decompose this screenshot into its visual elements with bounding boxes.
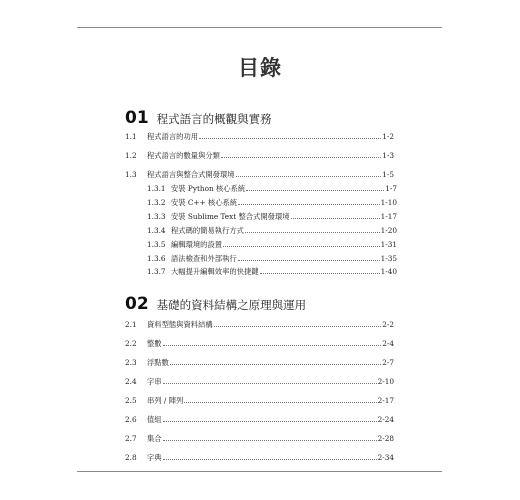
page-number: 2-17 [377,396,394,405]
leader-dots [245,231,380,233]
subsection-title: 編輯環境的設置 [171,240,223,249]
toc-subentry[interactable] [147,184,397,194]
page-number: 1-10 [380,198,397,207]
toc-entry[interactable] [125,339,394,349]
page-number: 1-40 [380,267,397,276]
section-number: 2.8 [125,453,137,462]
toc-entry[interactable] [125,151,394,161]
page-title: 目錄 [238,56,282,80]
leader-dots [238,203,379,205]
section-number: 2.2 [125,339,137,348]
chapter-heading [125,108,272,128]
section-title: 程式語言與整合式開發環境 [147,170,235,179]
section-number: 1.1 [125,132,137,141]
leader-dots [236,175,382,177]
leader-dots [163,439,377,441]
subsection-title: 安裝 Sublime Text 整合式開發環境 [171,212,290,221]
page-number: 2-28 [377,434,394,443]
toc-entry[interactable] [125,132,394,142]
section-number: 2.3 [125,358,137,367]
toc-subentry[interactable] [147,198,397,208]
section-title: 整數 [147,339,162,348]
chapter-title: 基礎的資料結構之原理與運用 [156,298,307,312]
subsection-title: 語法檢查和外部執行 [171,254,237,263]
leader-dots [214,325,382,327]
bottom-rule [77,471,442,472]
section-title: 字典 [147,453,162,462]
toc-subentry[interactable] [147,240,397,250]
section-title: 集合 [147,434,162,443]
chapter-title: 程式語言的概觀與實務 [156,112,272,126]
page-number: 2-2 [382,320,394,329]
toc-entry[interactable] [125,415,394,425]
chapter-heading [125,294,306,314]
leader-dots [199,137,381,139]
section-number: 2.6 [125,415,137,424]
chapter-number: 01 [125,108,149,128]
leader-dots [163,420,377,422]
page-number: 1-3 [382,151,394,160]
leader-dots [170,363,381,365]
subsection-number: 1.3.6 [147,254,166,263]
toc-subentry[interactable] [147,212,397,222]
section-number: 2.5 [125,396,137,405]
top-rule [77,27,442,28]
toc-entry[interactable] [125,358,394,368]
page-number: 1-35 [380,254,397,263]
page-number: 1-31 [380,240,397,249]
page-number: 2-4 [382,339,394,348]
page-number: 1-7 [385,184,397,193]
toc-entry[interactable] [125,396,394,406]
leader-dots [163,344,382,346]
subsection-number: 1.3.1 [147,184,166,193]
leader-dots [163,458,377,460]
page-number: 2-10 [377,377,394,386]
subsection-number: 1.3.3 [147,212,166,221]
page-number: 1-2 [382,132,394,141]
toc-subentry[interactable] [147,267,397,277]
section-number: 2.4 [125,377,137,386]
toc-entry[interactable] [125,434,394,444]
section-title: 資料型態與資料結構 [147,320,213,329]
leader-dots [184,401,376,403]
toc-entry[interactable] [125,320,394,330]
leader-dots [260,272,380,274]
page-number: 1-5 [382,170,394,179]
section-title: 程式語言的功用 [147,132,199,141]
page-number: 1-17 [380,212,397,221]
section-title: 串列 / 陣列 [147,396,184,405]
leader-dots [221,156,381,158]
section-number: 2.7 [125,434,137,443]
section-title: 浮點數 [147,358,169,367]
subsection-number: 1.3.4 [147,226,166,235]
toc-entry[interactable] [125,377,394,387]
leader-dots [246,189,384,191]
section-title: 字串 [147,377,162,386]
subsection-title: 大幅提升編輯效率的快捷鍵 [171,267,259,276]
subsection-number: 1.3.2 [147,198,166,207]
toc-subentry[interactable] [147,254,397,264]
page-number: 2-24 [377,415,394,424]
subsection-number: 1.3.7 [147,267,166,276]
section-number: 1.2 [125,151,137,160]
leader-dots [238,259,380,261]
section-title: 值組 [147,415,162,424]
subsection-number: 1.3.5 [147,240,166,249]
subsection-title: 安裝 C++ 核心系統 [171,198,238,207]
page-number: 2-34 [377,453,394,462]
subsection-title: 安裝 Python 核心系統 [171,184,246,193]
toc-subentry[interactable] [147,226,397,236]
leader-dots [223,245,380,247]
page-number: 1-20 [380,226,397,235]
section-number: 2.1 [125,320,137,329]
section-number: 1.3 [125,170,137,179]
leader-dots [163,382,377,384]
page-number: 2-7 [382,358,394,367]
chapter-number: 02 [125,294,149,314]
toc-entry[interactable] [125,453,394,463]
leader-dots [291,217,380,219]
subsection-title: 程式碼的簡易執行方式 [171,226,244,235]
section-title: 程式語言的數量與分類 [147,151,220,160]
toc-entry[interactable] [125,170,394,180]
